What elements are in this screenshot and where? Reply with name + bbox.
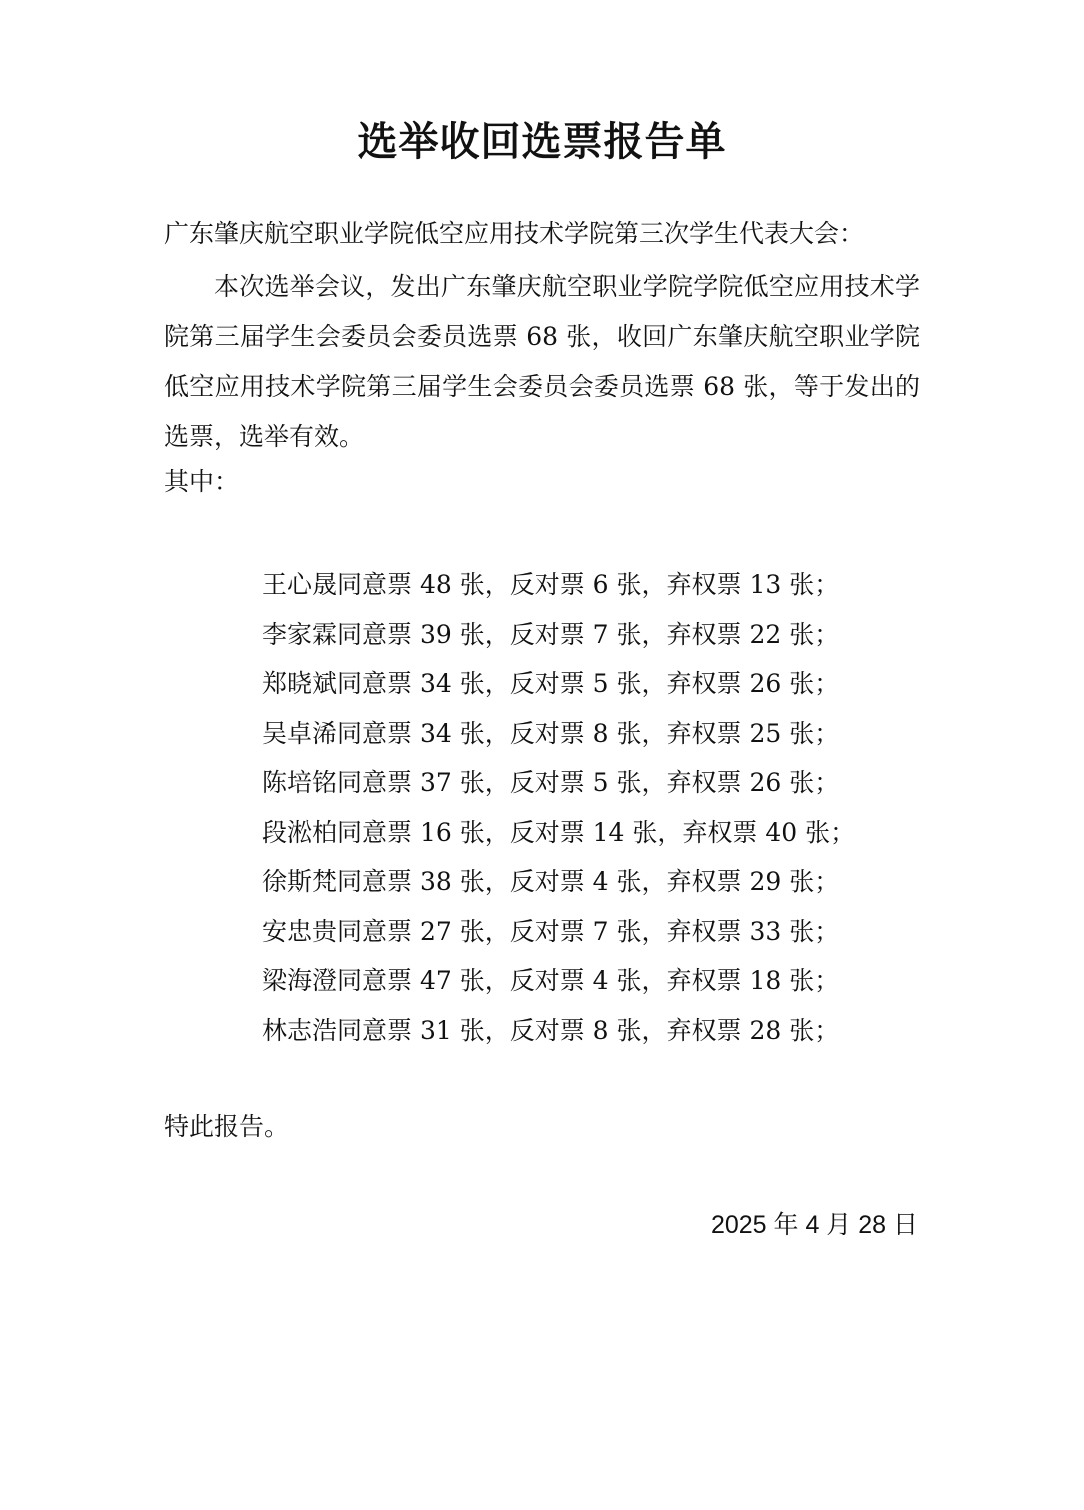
vote-result-item: 梁海澄同意票 47 张，反对票 4 张，弃权票 18 张； [262,966,840,995]
vote-result-item: 王心晟同意票 48 张，反对票 6 张，弃权票 13 张； [262,570,840,599]
vote-result-item: 安忠贵同意票 27 张，反对票 7 张，弃权票 33 张； [262,916,840,946]
vote-result-item: 郑晓斌同意票 34 张，反对票 5 张，弃权票 26 张； [262,669,840,698]
vote-results-list [262,560,855,1055]
vote-result-item: 徐斯梵同意票 38 张，反对票 4 张，弃权票 29 张； [262,867,840,896]
closing-statement: 特此报告。 [164,1112,290,1141]
vote-result-item: 段淞柏同意票 16 张，反对票 14 张，弃权票 40 张； [262,817,856,847]
among-label: 其中： [164,467,240,496]
document-title: 选举收回选票报告单 [357,119,727,165]
vote-result-item: 林志浩同意票 31 张，反对票 8 张，弃权票 28 张； [262,1015,840,1045]
body-paragraph: 本次选举会议，发出广东肇庆航空职业学院学院低空应用技术学院第三届学生会委员会委员选票 68 张，收回广东肇庆航空职业学院低空应用技术学院第三届学生会委员会委员选票 68 张，等于发出的选票，选举有效。 [164,272,920,451]
salutation: 广东肇庆航空职业学院低空应用技术学院第三次学生代表大会： [164,219,865,248]
vote-result-item: 陈培铭同意票 37 张，反对票 5 张，弃权票 26 张； [262,768,840,797]
vote-result-item: 吴卓浠同意票 34 张，反对票 8 张，弃权票 25 张； [262,718,840,748]
report-date: 2025 年 4 月 28 日 [710,1211,918,1239]
vote-result-item: 李家霖同意票 39 张，反对票 7 张，弃权票 22 张； [262,619,840,649]
